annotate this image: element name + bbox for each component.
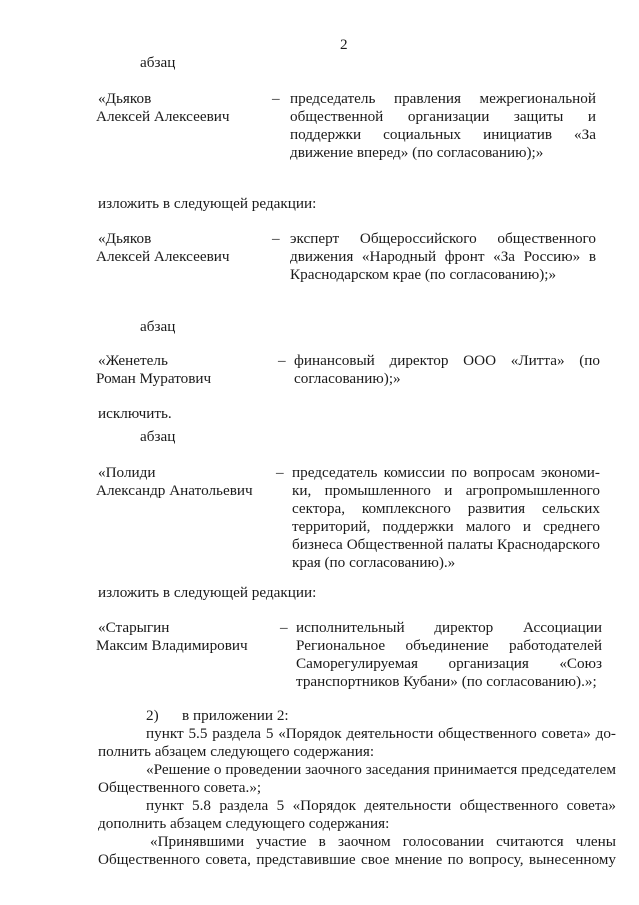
description-line: края (по согласованию).» [292, 554, 456, 571]
description-line: территорий, поддержки малого и среднего [292, 518, 600, 535]
paragraph-line: пункт 5.8 раздела 5 «Порядок деятельности общественного совета» [146, 797, 616, 814]
description-line: бизнеса Общественной палаты Краснодарского [292, 536, 600, 553]
dash: – [272, 230, 280, 247]
member-name [96, 464, 266, 500]
member-given-names: Алексей Алексеевич [96, 248, 230, 265]
abzac-label: абзац [140, 54, 176, 71]
paragraph-line: пункт 5.5 раздела 5 «Порядок деятельности общественного совета» до- [146, 725, 616, 742]
dash: – [280, 619, 288, 636]
member-name [96, 230, 266, 266]
member-given-names: Роман Муратович [96, 370, 212, 387]
member-surname: «Женетель [98, 352, 168, 369]
description-line: сектора, комплексного развития сельских [292, 500, 600, 517]
description-line: согласованию);» [294, 370, 401, 387]
member-name [96, 90, 266, 126]
dash: – [278, 352, 286, 369]
edit-instruction: изложить в следующей редакции: [98, 195, 317, 212]
description-line: Саморегулируемая организация «Союз [296, 655, 602, 672]
paragraph-line: «Принявшими участие в заочном голосовании считаются члены [150, 833, 616, 850]
description-line: председатель комиссии по вопросам экономи- [292, 464, 600, 481]
description-line: ки, промышленного и агропромышленного [292, 482, 600, 499]
abzac-label: абзац [140, 318, 176, 335]
paragraph-line: полнить абзацем следующего содержания: [98, 743, 375, 760]
abzac-label: абзац [140, 428, 176, 445]
paragraph-line: «Решение о проведении заочного заседания принимается председателем [146, 761, 616, 778]
member-description [294, 352, 600, 388]
page-number: 2 [340, 36, 348, 53]
member-given-names: Александр Анатольевич [96, 482, 253, 499]
description-line: председатель правления межрегиональной [290, 90, 596, 107]
list-item-text: в приложении 2: [182, 707, 289, 724]
description-line: поддержки социальных инициатив «За [290, 126, 596, 143]
member-surname: «Старыгин [98, 619, 170, 636]
member-surname: «Дьяков [98, 90, 152, 107]
list-item-number: 2) [146, 707, 159, 724]
description-line: исполнительный директор Ассоциации [296, 619, 602, 636]
description-line: Краснодарском крае (по согласованию);» [290, 266, 557, 283]
member-given-names: Максим Владимирович [96, 637, 248, 654]
member-surname: «Полиди [98, 464, 156, 481]
member-description [292, 464, 600, 572]
paragraph-5-5 [98, 725, 616, 761]
paragraph-line: дополнить абзацем следующего содержания: [98, 815, 390, 832]
paragraph-5-8 [98, 797, 616, 833]
paragraph-line: Общественного совета.»; [98, 779, 262, 796]
quote-paragraph [98, 761, 616, 797]
dash: – [272, 90, 280, 107]
member-given-names: Алексей Алексеевич [96, 108, 230, 125]
edit-instruction: изложить в следующей редакции: [98, 584, 317, 601]
exclude-instruction: исключить. [98, 405, 172, 422]
description-line: Региональное объединение работодателей [296, 637, 602, 654]
member-name [96, 352, 266, 388]
description-line: эксперт Общероссийского общественного [290, 230, 596, 247]
dash: – [276, 464, 284, 481]
paragraph-line: Общественного совета, представившие свое мнение по вопросу, вынесенному [98, 851, 616, 868]
description-line: общественной организации защиты и [290, 108, 596, 125]
description-line: движение вперед» (по согласованию);» [290, 144, 544, 161]
description-line: движения «Народный фронт «За Россию» в [290, 248, 596, 265]
description-line: транспортников Кубани» (по согласованию).»; [296, 673, 597, 690]
quote-paragraph [98, 833, 616, 869]
member-description [296, 619, 602, 691]
member-description [290, 230, 596, 284]
member-surname: «Дьяков [98, 230, 152, 247]
member-name [96, 619, 266, 655]
description-line: финансовый директор ООО «Литта» (по [294, 352, 600, 369]
member-description [290, 90, 596, 162]
